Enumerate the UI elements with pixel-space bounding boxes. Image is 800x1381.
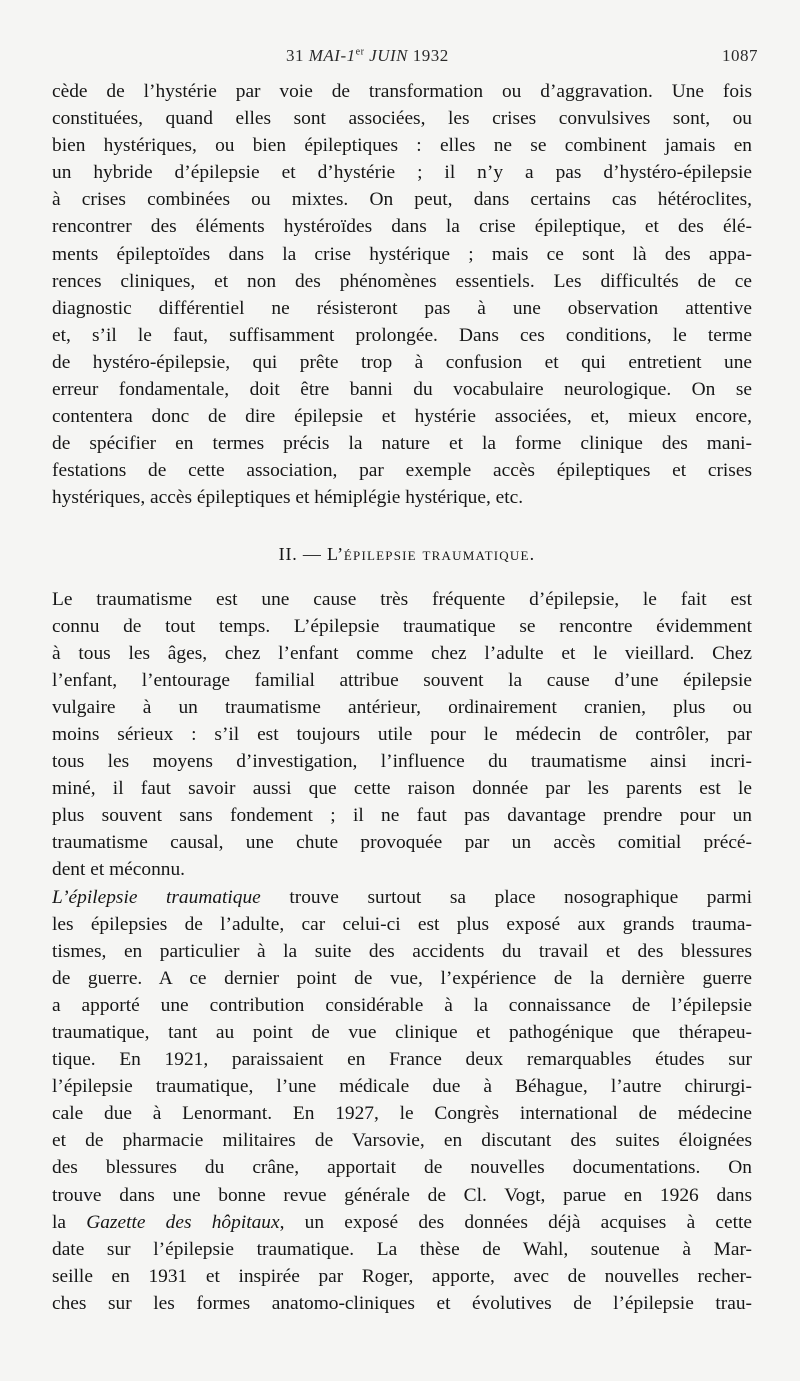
text-line: traumatique, tant au point de vue clinique et pathogénique que thérapeu- — [52, 1022, 752, 1043]
text-line: connu de tout temps. L’épilepsie traumatique se rencontre évidemment — [52, 615, 752, 637]
text-line: les épilepsies de l’adulte, car celui-ci est plus exposé aux grands trauma- — [52, 913, 752, 935]
text-line: l’épilepsie traumatique, l’une médicale due à Béhague, l’autre chirurgi- — [52, 1076, 752, 1098]
text-line: festations de cette association, par exemple accès épileptiques et crises — [52, 460, 752, 482]
text-line: miné, il faut savoir aussi que cette raison donnée par les parents est le — [52, 778, 752, 800]
article-body — [52, 78, 752, 1317]
text-line: et de pharmacie militaires de Varsovie, en discutant des suites éloignées — [52, 1130, 752, 1152]
text-line: de guerre. A ce dernier point de vue, l’expérience de la dernière guerre — [52, 967, 752, 989]
issue-date: 31 MAI-1er JUIN 1932 — [286, 46, 449, 65]
text-line: rences cliniques, et non des phénomènes essentiels. Les difficultés de ce — [52, 270, 752, 292]
text-line: à crises combinées ou mixtes. On peut, dans certains cas hétéroclites, — [52, 189, 752, 211]
text-line: seille en 1931 et inspirée par Roger, apporte, avec de nouvelles recher- — [52, 1265, 752, 1287]
section-heading: II. — L’épilepsie traumatique. — [278, 543, 536, 564]
text-line: traumatisme causal, une chute provoquée par un accès comitial précé- — [52, 832, 752, 854]
text-line: moins sérieux : s’il est toujours utile pour le médecin de contrôler, par — [52, 723, 752, 745]
text-line: cale due à Lenormant. En 1927, le Congrès international de médecine — [52, 1103, 752, 1125]
text-line: un hybride d’épilepsie et d’hystérie ; il n’y a pas d’hystéro-épilepsie — [52, 162, 752, 184]
page-number: 1087 — [722, 46, 758, 65]
text-line: tismes, en particulier à la suite des accidents du travail et des blessures — [52, 940, 752, 962]
text-line: la Gazette des hôpitaux, un exposé des données déjà acquises à cette — [52, 1211, 752, 1233]
text-line: à tous les âges, chez l’enfant comme chez l’adulte et le vieillard. Chez — [52, 642, 752, 664]
text-line: vulgaire à un traumatisme antérieur, ordinairement cranien, plus ou — [52, 696, 752, 718]
paragraph-traumatic-epilepsy — [52, 586, 752, 884]
text-line: ments épileptoïdes dans la crise hystérique ; mais ce sont là des appa- — [52, 243, 752, 265]
text-line: ches sur les formes anatomo-cliniques et évolutives de l’épilepsie trau- — [52, 1292, 752, 1314]
text-line: cède de l’hystérie par voie de transformation ou d’aggravation. Une fois — [52, 81, 752, 102]
text-line: de spécifier en termes précis la nature et la forme clinique des mani- — [52, 433, 752, 455]
text-line: a apporté une contribution considérable à la connaissance de l’épilepsie — [52, 994, 752, 1016]
text-line: tous les moyens d’investigation, l’influence du traumatisme ainsi incri- — [52, 751, 752, 773]
text-line: et, s’il le faut, suffisamment prolongée. Dans ces conditions, le terme — [52, 324, 752, 346]
text-line: constituées, quand elles sont associées, les crises convulsives sont, ou — [52, 108, 752, 130]
text-line: date sur l’épilepsie traumatique. La thèse de Wahl, soutenue à Mar- — [52, 1238, 752, 1260]
text-line: Le traumatisme est une cause très fréquente d’épilepsie, le fait est — [52, 588, 752, 610]
text-line: erreur fondamentale, doit être banni du vocabulaire neurologique. On se — [52, 379, 752, 401]
text-line: plus souvent sans fondement ; il ne faut pas davantage prendre pour un — [52, 805, 752, 827]
text-line: L’épilepsie traumatique trouve surtout sa place nosographique parmi — [52, 886, 752, 908]
text-line: des blessures du crâne, apportait de nouvelles documentations. On — [52, 1157, 752, 1179]
text-line: dent et méconnu. — [52, 859, 185, 881]
text-line: contentera donc de dire épilepsie et hystérie associées, et, mieux encore, — [52, 406, 752, 428]
running-head — [0, 46, 800, 72]
text-line: trouve dans une bonne revue générale de Cl. Vogt, parue en 1926 dans — [52, 1184, 752, 1206]
text-line: de hystéro-épilepsie, qui prête trop à confusion et qui entretient une — [52, 351, 752, 373]
text-line: diagnostic différentiel ne résisteront pas à une observation attentive — [52, 297, 752, 319]
paragraph-hysteria-epilepsy — [52, 78, 752, 512]
text-line: tique. En 1921, paraissaient en France deux remarquables études sur — [52, 1049, 752, 1071]
text-line: hystériques, accès épileptiques et hémiplégie hystérique, etc. — [52, 487, 524, 509]
text-line: l’enfant, l’entourage familial attribue souvent la cause d’une épilepsie — [52, 669, 752, 691]
paragraph-adult-epilepsy — [52, 884, 752, 1318]
text-line: rencontrer des éléments hystéroïdes dans la crise épileptique, et des élé- — [52, 216, 752, 238]
text-line: bien hystériques, ou bien épileptiques : elles ne se combinent jamais en — [52, 135, 752, 157]
